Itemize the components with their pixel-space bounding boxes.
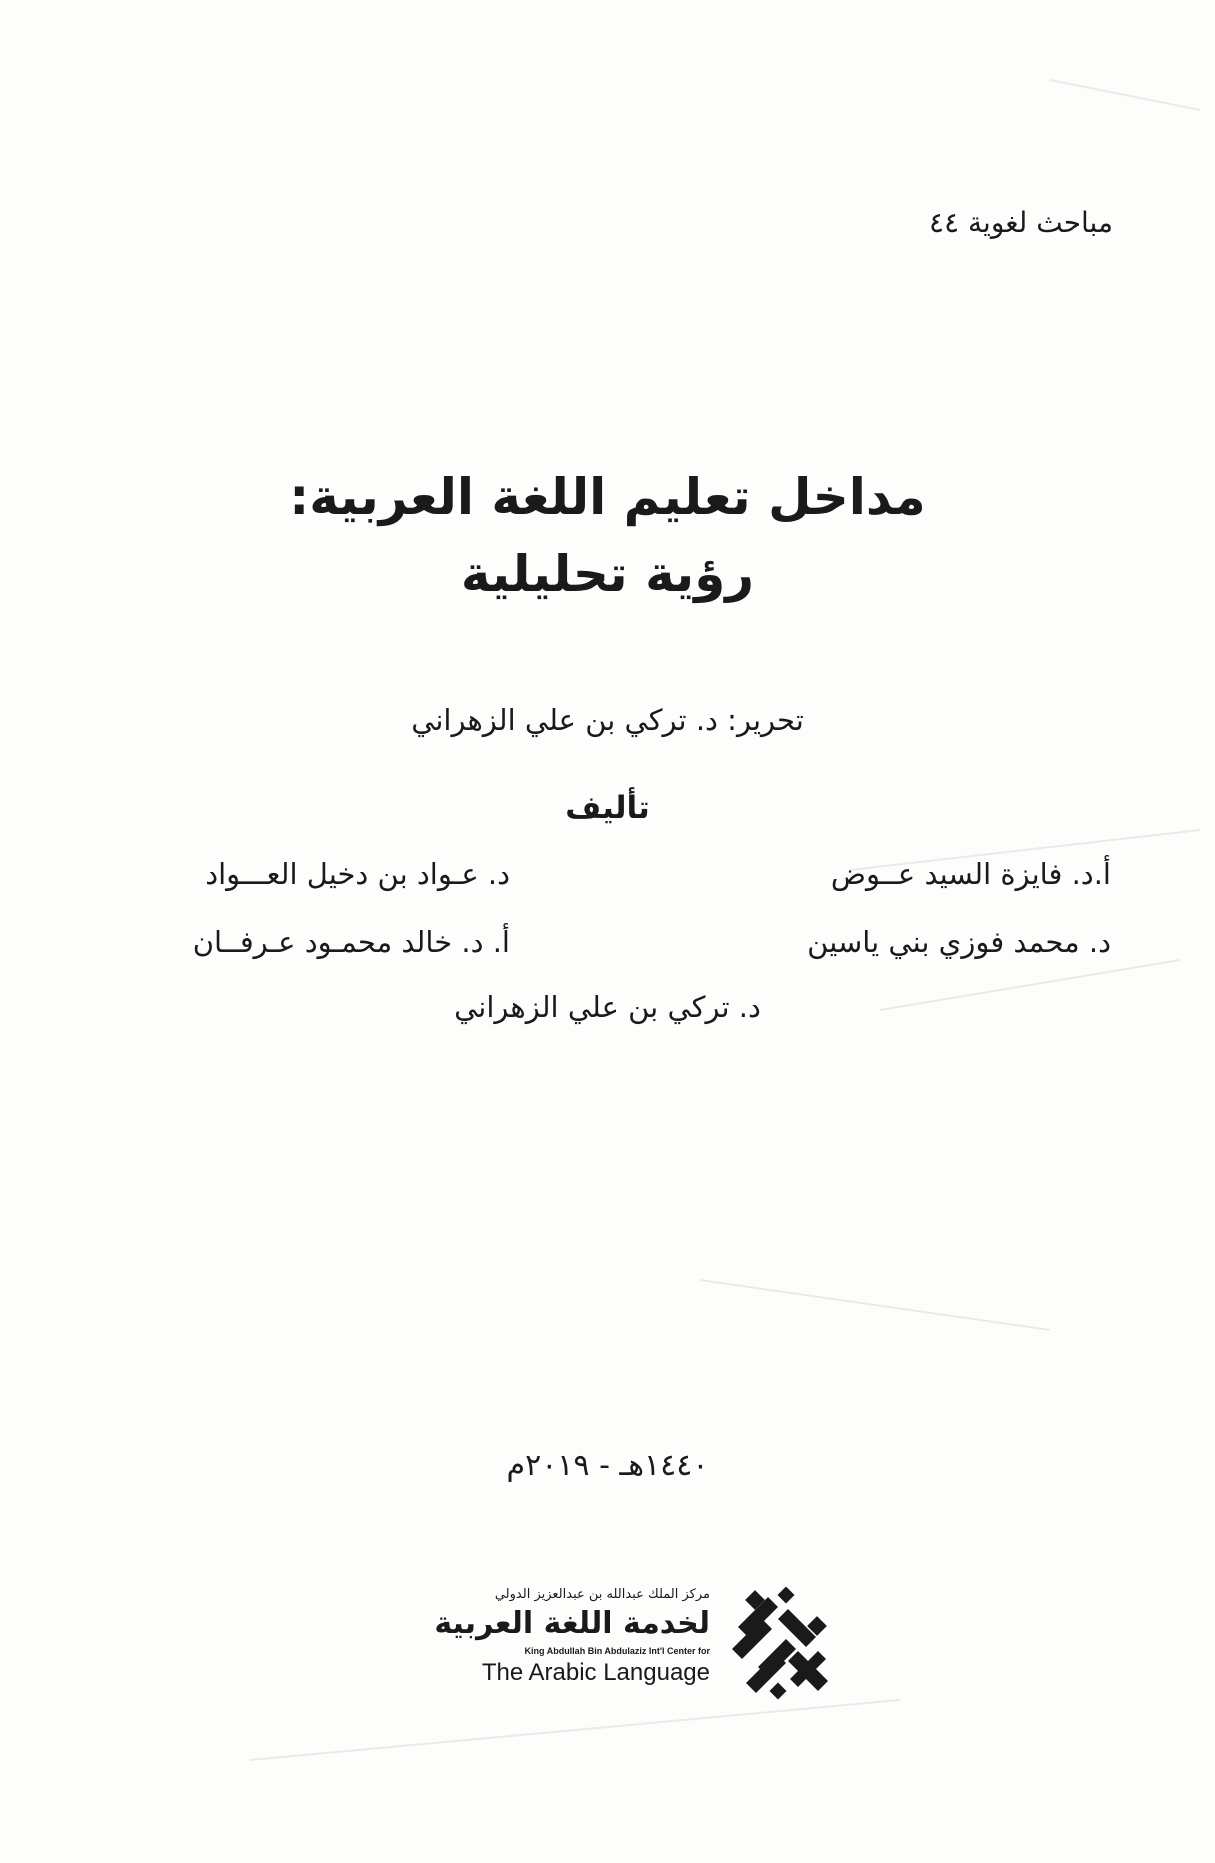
series-label: مباحث لغوية ٤٤ [929, 206, 1113, 239]
authorship-heading: تأليف [565, 790, 650, 826]
book-title-line-2: رؤية تحليلية [460, 545, 755, 603]
book-title-line-1: مداخل تعليم اللغة العربية: [289, 468, 926, 526]
author-4: أ. د. خالد محمـود عـرفــان [192, 925, 510, 959]
author-5: د. تركي بن علي الزهراني [454, 990, 761, 1024]
publisher-name-ar-big: لخدمة اللغة العربية [434, 1606, 710, 1641]
publication-date: ١٤٤٠هـ - ٢٠١٩م [506, 1448, 709, 1483]
author-2: د. عـواد بن دخيل العـــواد [205, 857, 510, 891]
publisher-name-ar-small: مركز الملك عبدالله بن عبدالعزيز الدولي [494, 1587, 710, 1602]
publisher-name [434, 1585, 710, 1687]
editor-credit: تحرير: د. تركي بن علي الزهراني [411, 703, 804, 737]
calligraphic-emblem-icon [728, 1587, 840, 1705]
publisher-name-en-big: The Arabic Language [481, 1659, 710, 1686]
publisher-logo [434, 1585, 850, 1705]
author-3: د. محمد فوزي بني ياسين [807, 925, 1111, 959]
author-1: أ.د. فايزة السيد عــوض [830, 857, 1111, 891]
publisher-name-en-small: King Abdullah Bin Abdulaziz Int'l Center for [524, 1646, 710, 1656]
